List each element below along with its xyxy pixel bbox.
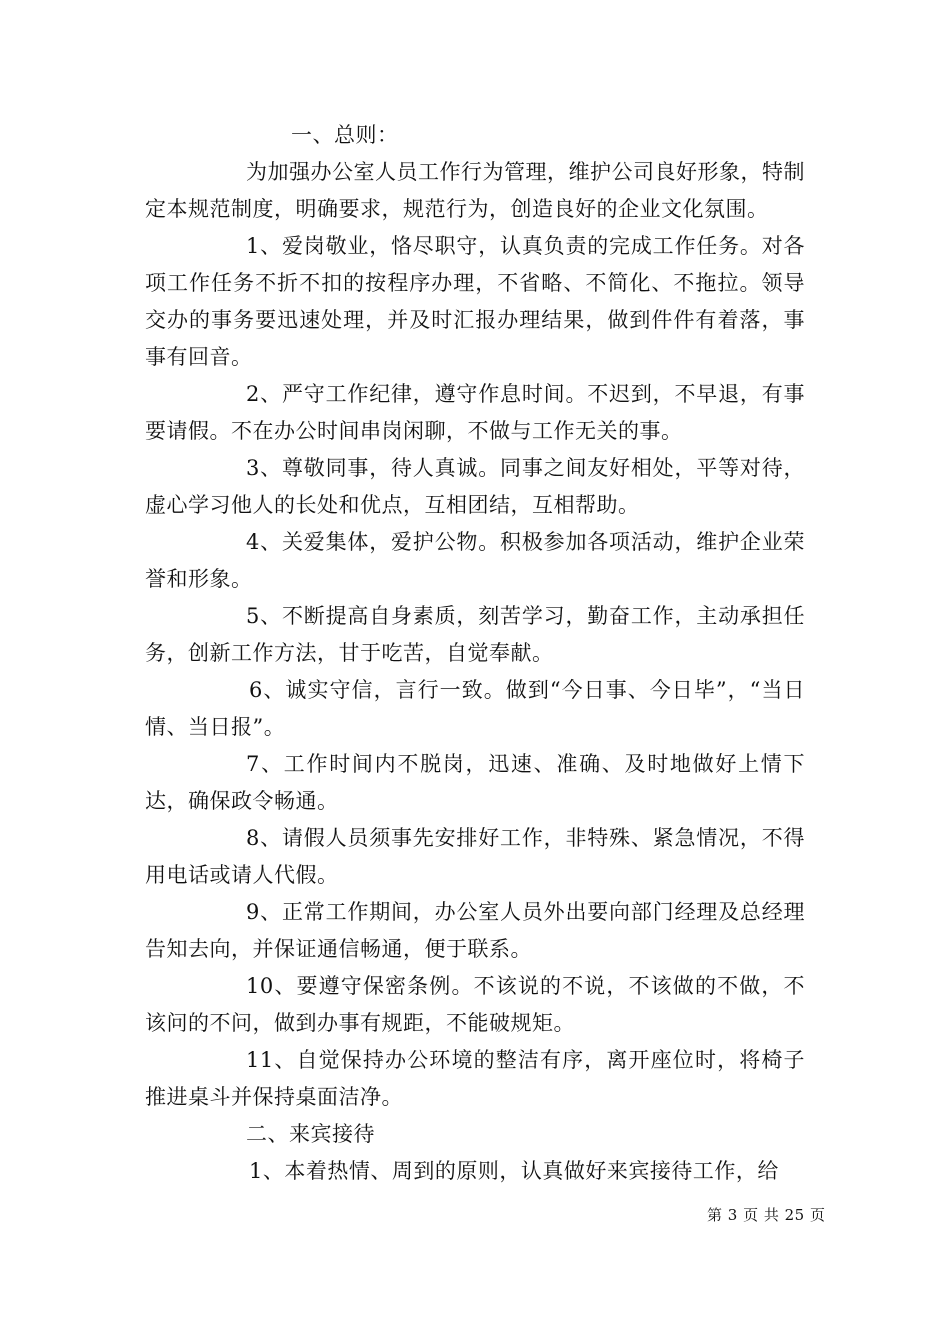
document-body [145,117,805,1190]
paragraph-rule-2: 2、严守工作纪律，遵守作息时间。不迟到，不早退，有事要请假。不在办公时间串岗闲聊，不做与工作无关的事。 [145,382,805,443]
paragraph-intro: 为加强办公室人员工作行为管理，维护公司良好形象，特制定本规范制度，明确要求，规范行为，创造良好的企业文化氛围。 [145,160,805,221]
paragraph-rule-1: 1、爱岗敬业，恪尽职守，认真负责的完成工作任务。对各项工作任务不折不扣的按程序办理，不省略、不简化、不拖拉。领导交办的事务要迅速处理，并及时汇报办理结果，做到件件有着落，事事有回音。 [145,234,805,369]
paragraph-rule-8: 8、请假人员须事先安排好工作，非特殊、紧急情况，不得用电话或请人代假。 [145,826,805,887]
paragraph-rule-10: 10、要遵守保密条例。不该说的不说，不该做的不做，不该问的不问，做到办事有规距，不能破规矩。 [145,974,805,1035]
paragraph-rule-5: 5、不断提高自身素质，刻苦学习，勤奋工作，主动承担任务，创新工作方法，甘于吃苦，自觉奉献。 [145,604,805,665]
paragraph-rule-3: 3、尊敬同事，待人真诚。同事之间友好相处，平等对待，虚心学习他人的长处和优点，互相团结，互相帮助。 [145,456,805,517]
paragraph-rule-11: 11、自觉保持办公环境的整洁有序，离开座位时，将椅子推进桌斗并保持桌面洁净。 [145,1048,805,1109]
paragraph-rule-9: 9、正常工作期间，办公室人员外出要向部门经理及总经理告知去向，并保证通信畅通，便于联系。 [145,900,805,961]
page-number-footer: 第 3 页 共 25 页 [707,1206,826,1224]
paragraph-rule-7: 7、工作时间内不脱岗，迅速、准确、及时地做好上情下达，确保政令畅通。 [145,752,805,813]
paragraph-reception-1: 1、本着热情、周到的原则，认真做好来宾接待工作，给 [249,1159,779,1183]
section-heading-reception: 二、来宾接待 [246,1122,375,1146]
paragraph-rule-6: 6、诚实守信，言行一致。做到“今日事、今日毕”，“当日情、当日报”。 [145,678,805,739]
section-heading-general: 一、总则： [291,123,399,147]
paragraph-rule-4: 4、关爱集体，爱护公物。积极参加各项活动，维护企业荣誉和形象。 [145,530,805,591]
